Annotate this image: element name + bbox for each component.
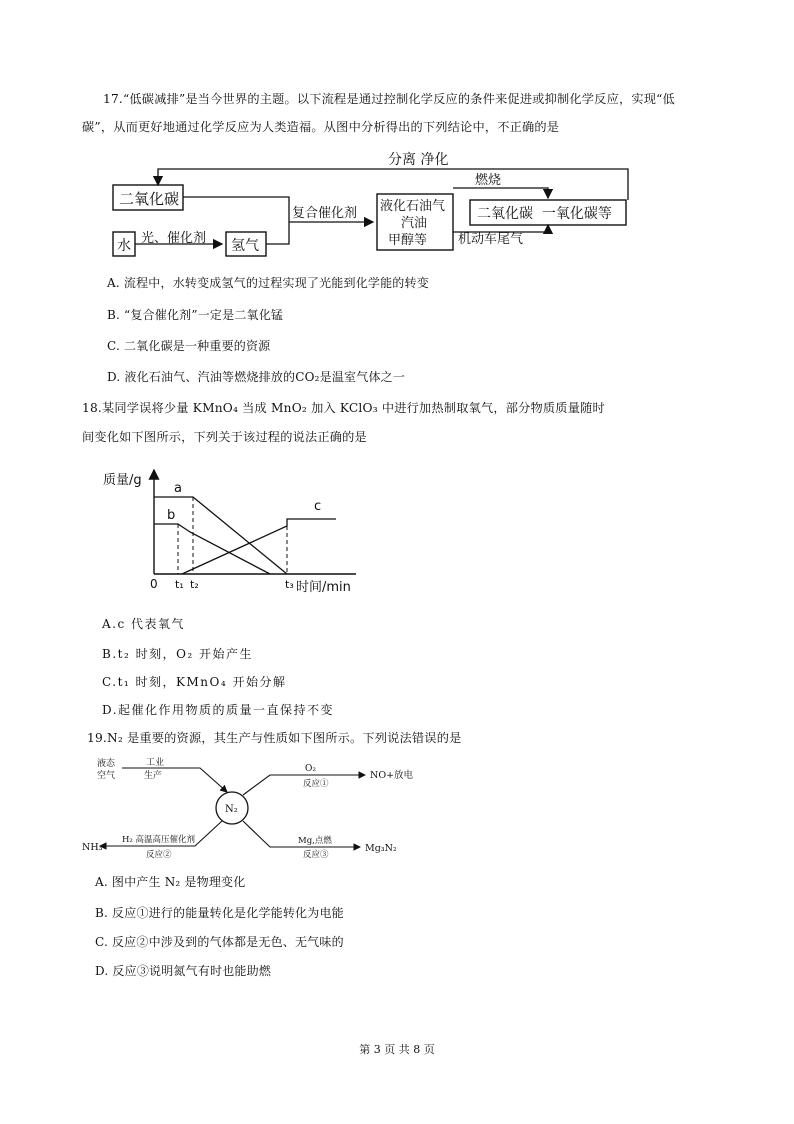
liquid-air-line1: 液态 (97, 759, 116, 769)
q18-option-b: B.t₂ 时刻，O₂ 开始产生 (102, 647, 254, 661)
q18-option-c: C.t₁ 时刻，KMnO₄ 开始分解 (102, 675, 287, 689)
n2-center-label: N₂ (225, 804, 238, 815)
q17-option-a: A. 流程中，水转变成氢气的过程实现了光能到化学能的转变 (107, 276, 429, 290)
q17-option-b: B. “复合催化剂”一定是二氧化锰 (107, 308, 284, 322)
q17-stem-line1: 17.“低碳减排”是当今世界的主题。以下流程是通过控制化学反应的条件来促进或抑制化学反应，实现“低 (103, 92, 675, 106)
nh3-label: NH₃ (82, 842, 103, 853)
o2-label: O₂ (305, 764, 316, 774)
q17-stem-line2: 碳”，从而更好地通过化学反应为人类造福。从图中分析得出的下列结论中，不正确的是 (82, 120, 560, 134)
liquid-air-line2: 空气 (97, 771, 116, 781)
y-axis-label: 质量/g (103, 473, 142, 488)
q17-option-c: C. 二氧化碳是一种重要的资源 (107, 339, 271, 353)
production-line1: 工业 (146, 758, 165, 768)
no-product-label: NO+放电 (370, 770, 414, 781)
mg3n2-label: Mg₃N₂ (365, 843, 397, 854)
separate-label: 分离 净化 (388, 152, 449, 168)
reaction3-label: 反应③ (303, 850, 329, 860)
q18-option-d: D.起催化作用物质的质量一直保持不变 (102, 703, 335, 717)
fuel-line1: 液化石油气 (380, 199, 446, 214)
q19-stem: 19.N₂ 是重要的资源，其生产与性质如下图所示。下列说法错误的是 (87, 731, 462, 745)
series-c-label: c (314, 499, 322, 514)
tick-t3: t₃ (285, 578, 294, 591)
light-catalyst-label: 光、催化剂 (141, 231, 207, 246)
q19-option-b: B. 反应①进行的能量转化是化学能转化为电能 (95, 906, 344, 920)
q18-stem-line2: 间变化如下图所示，下列关于该过程的说法正确的是 (82, 430, 367, 444)
q17-option-d: D. 液化石油气、汽油等燃烧排放的CO₂是温室气体之一 (107, 370, 406, 384)
series-b-line (154, 524, 270, 574)
water-label: 水 (117, 238, 131, 254)
q18-option-a: A.c 代表氧气 (102, 617, 186, 631)
q17-flow-diagram (0, 140, 794, 260)
fuel-line2: 汽油 (401, 216, 428, 231)
composite-catalyst-label: 复合催化剂 (292, 206, 358, 221)
products-label: 二氧化碳 一氧化碳等 (477, 206, 612, 222)
fuel-line3: 甲醇等 (388, 233, 428, 248)
co2-label: 二氧化碳 (119, 190, 180, 208)
page-footer: 第 3 页 共 8 页 (359, 1043, 435, 1056)
separate-loop-arrow (158, 169, 628, 200)
x-axis-label: 时间/min (296, 580, 351, 595)
production-line2: 生产 (144, 771, 163, 781)
exhaust-label: 机动车尾气 (458, 232, 524, 247)
hydrogen-label: 氢气 (231, 238, 259, 254)
series-c-line (182, 519, 336, 574)
reaction1-label: 反应① (303, 779, 329, 789)
series-a-label: a (174, 481, 182, 496)
h2-condition-label: H₂ 高温高压催化剂 (122, 835, 196, 845)
q19-option-a: A. 图中产生 N₂ 是物理变化 (95, 875, 246, 889)
origin-label: 0 (150, 577, 158, 591)
mg-condition-label: Mg,点燃 (298, 836, 332, 846)
tick-t2: t₂ (190, 578, 199, 591)
tick-t1: t₁ (175, 578, 184, 591)
reaction2-label: 反应② (146, 850, 172, 860)
series-b-label: b (167, 508, 176, 523)
q18-stem-line1: 18.某同学误将少量 KMnO₄ 当成 MnO₂ 加入 KClO₃ 中进行加热制取氧气，部分物质质量随时 (82, 401, 605, 415)
burn-label: 燃烧 (475, 173, 502, 188)
q19-nitrogen-diagram (0, 750, 794, 870)
q19-option-c: C. 反应②中涉及到的气体都是无色、无气味的 (95, 935, 344, 949)
q19-option-d: D. 反应③说明氮气有时也能助燃 (95, 964, 272, 978)
q18-mass-time-chart (0, 462, 794, 602)
